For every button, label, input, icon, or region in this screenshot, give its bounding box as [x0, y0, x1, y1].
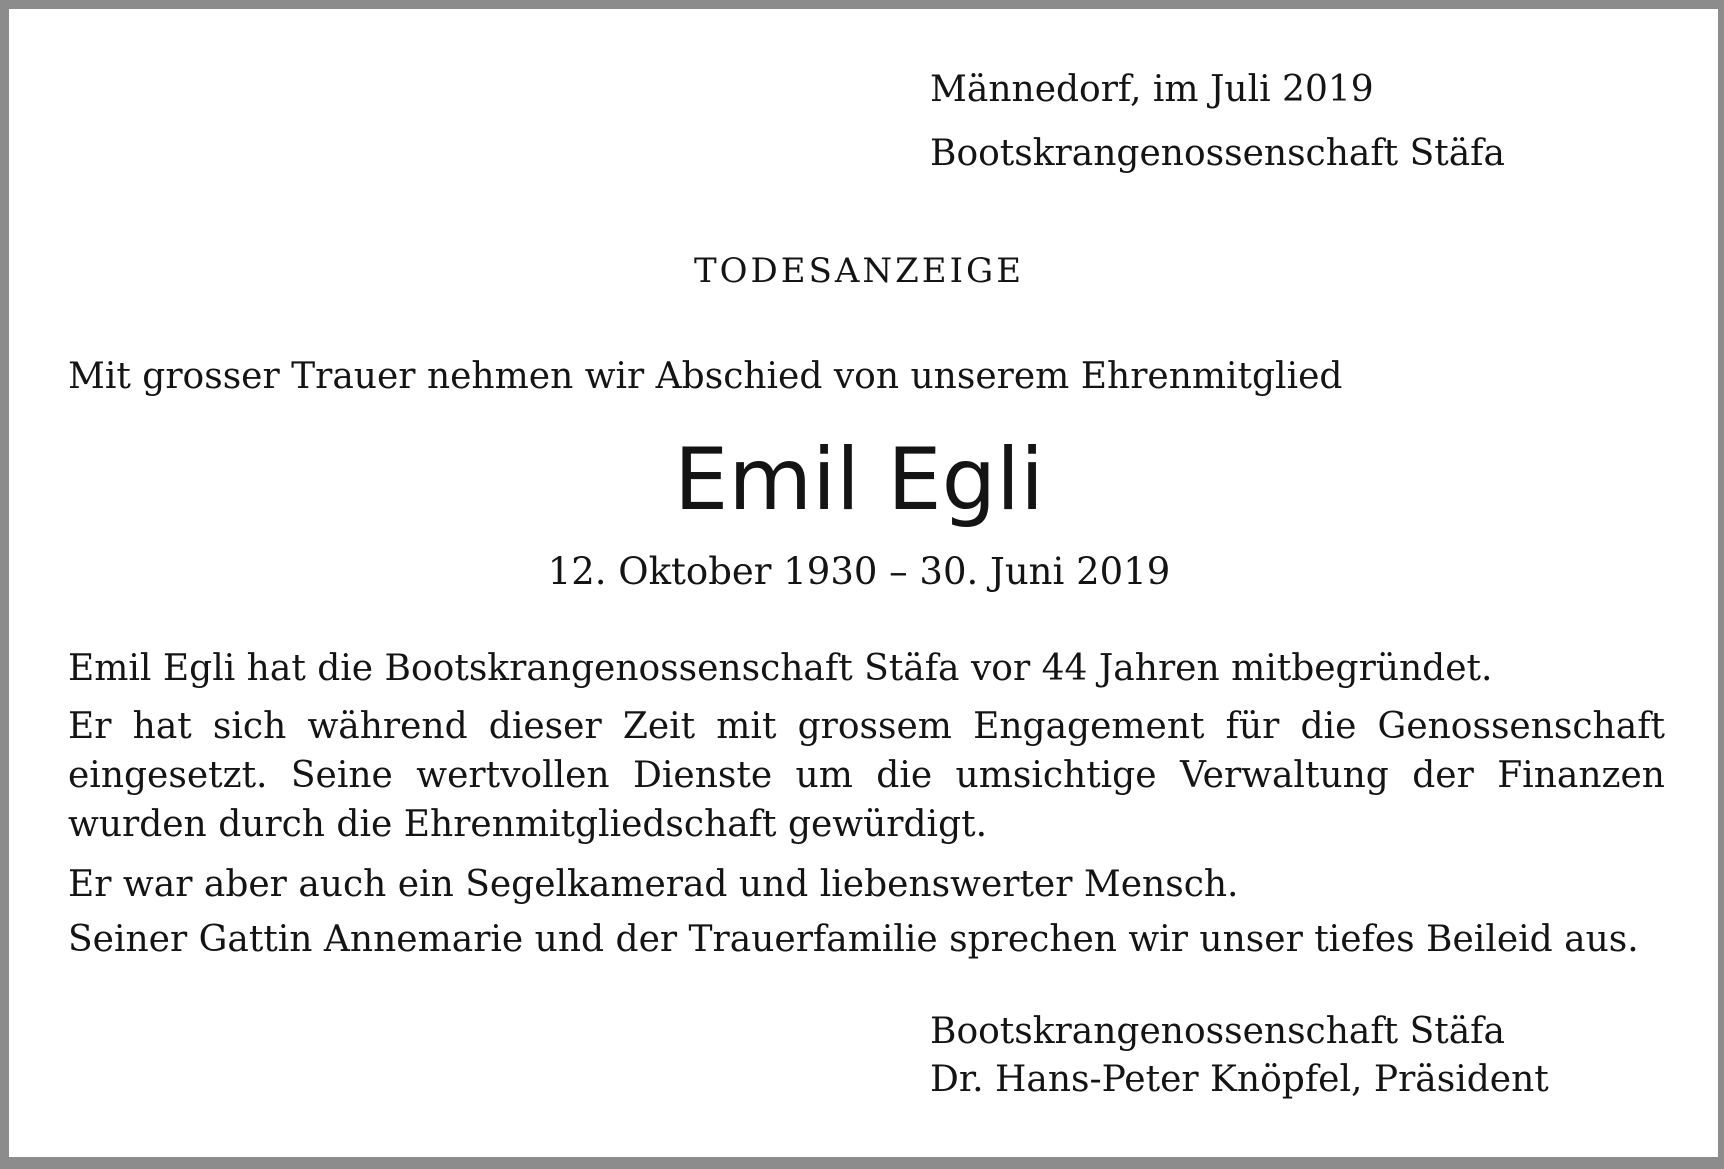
header-organization: Bootskrangenossenschaft Stäfa [930, 133, 1505, 174]
notice-title: TODESANZEIGE [693, 251, 1025, 291]
body-paragraph-4: Seiner Gattin Annemarie und der Trauerfamilie sprechen wir unser tiefes Beileid aus. [68, 919, 1639, 960]
deceased-name: Emil Egli [674, 430, 1044, 530]
life-dates: 12. Oktober 1930 – 30. Juni 2019 [547, 550, 1171, 593]
body-paragraph-3: Er war aber auch ein Segelkamerad und liebenswerter Mensch. [68, 864, 1239, 905]
header-place-date: Männedorf, im Juli 2019 [930, 69, 1374, 110]
signature-signatory: Dr. Hans-Peter Knöpfel, Präsident [930, 1059, 1549, 1100]
body-paragraph-2: Er hat sich während dieser Zeit mit grossem Engagement für die Genossenschaft eingesetzt. Seine wertvollen Dienste um die umsichtige Verwaltung der Finanzen wurden durch die Ehrenmitgliedschaft gewürdigt. [68, 706, 1665, 845]
body-paragraph-1: Emil Egli hat die Bootskrangenossenschaft Stäfa vor 44 Jahren mitbegründet. [68, 648, 1493, 689]
intro-text: Mit grosser Trauer nehmen wir Abschied von unserem Ehrenmitglied [68, 356, 1343, 397]
signature-organization: Bootskrangenossenschaft Stäfa [930, 1011, 1505, 1052]
